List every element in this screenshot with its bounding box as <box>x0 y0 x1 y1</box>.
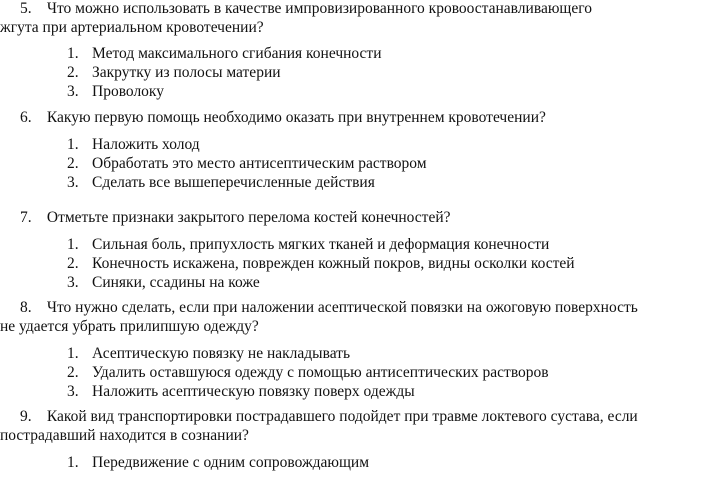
option-text: Удалить оставшуюся одежду с помощью антисептических растворов <box>92 364 549 381</box>
list-item <box>0 254 700 273</box>
option-text: Обработать это место антисептическим раствором <box>92 155 427 172</box>
option-number: 3. <box>67 383 79 400</box>
options-list <box>0 344 700 401</box>
question-text: Какой вид транспортировки пострадавшего подойдет при травме локтевого сустава, если <box>46 408 638 425</box>
options-list <box>0 135 700 192</box>
option-number: 3. <box>67 274 79 291</box>
option-number: 1. <box>67 45 79 62</box>
question-text: Какую первую помощь необходимо оказать при внутреннем кровотечении? <box>46 109 546 126</box>
list-item <box>0 382 700 401</box>
question-text: не удается убрать прилипшую одежду? <box>0 318 259 335</box>
question-number: 7. <box>20 209 32 226</box>
list-item <box>0 154 700 173</box>
options-list <box>0 44 700 101</box>
options-list <box>0 453 700 472</box>
list-item <box>0 63 700 82</box>
option-text: Передвижение с одним сопровождающим <box>92 454 370 471</box>
option-text: Проволоку <box>92 83 164 100</box>
option-text: Конечность искажена, поврежден кожный покров, видны осколки костей <box>92 255 575 272</box>
option-number: 2. <box>67 255 79 272</box>
option-text: Закрутку из полосы материи <box>92 64 281 81</box>
list-item <box>0 453 700 472</box>
option-number: 2. <box>67 64 79 81</box>
option-number: 2. <box>67 155 79 172</box>
list-item <box>0 273 700 292</box>
option-text: Асептическую повязку не накладывать <box>92 345 351 362</box>
list-item <box>0 363 700 382</box>
option-number: 2. <box>67 364 79 381</box>
question-7 <box>0 208 700 227</box>
question-5 <box>0 0 700 37</box>
question-8 <box>0 298 700 336</box>
question-text: Отметьте признаки закрытого перелома костей конечностей? <box>46 209 451 226</box>
question-9 <box>0 407 700 445</box>
option-number: 3. <box>67 83 79 100</box>
question-text: Что можно использовать в качестве импровизированного кровоостанавливающего <box>46 0 592 17</box>
option-number: 1. <box>67 136 79 153</box>
question-text: пострадавший находится в сознании? <box>0 427 249 444</box>
list-item <box>0 235 700 254</box>
list-item <box>0 344 700 363</box>
option-text: Метод максимального сгибания конечности <box>92 45 382 62</box>
option-text: Наложить асептическую повязку поверх одежды <box>92 383 415 400</box>
question-6 <box>0 108 700 127</box>
question-text: Что нужно сделать, если при наложении асептической повязки на ожоговую поверхность <box>46 299 638 316</box>
option-number: 3. <box>67 174 79 191</box>
option-number: 1. <box>67 454 79 471</box>
list-item <box>0 173 700 192</box>
option-text: Сильная боль, припухлость мягких тканей и деформация конечности <box>92 236 550 253</box>
question-number: 5. <box>20 0 32 17</box>
option-text: Сделать все вышеперечисленные действия <box>92 174 375 191</box>
option-text: Синяки, ссадины на коже <box>92 274 260 291</box>
list-item <box>0 44 700 63</box>
options-list <box>0 235 700 292</box>
question-number: 6. <box>20 109 32 126</box>
question-text: жгута при артериальном кровотечении? <box>0 19 264 36</box>
option-number: 1. <box>67 345 79 362</box>
question-number: 8. <box>20 299 32 316</box>
option-number: 1. <box>67 236 79 253</box>
list-item <box>0 82 700 101</box>
list-item <box>0 135 700 154</box>
option-text: Наложить холод <box>92 136 200 153</box>
question-number: 9. <box>20 408 32 425</box>
